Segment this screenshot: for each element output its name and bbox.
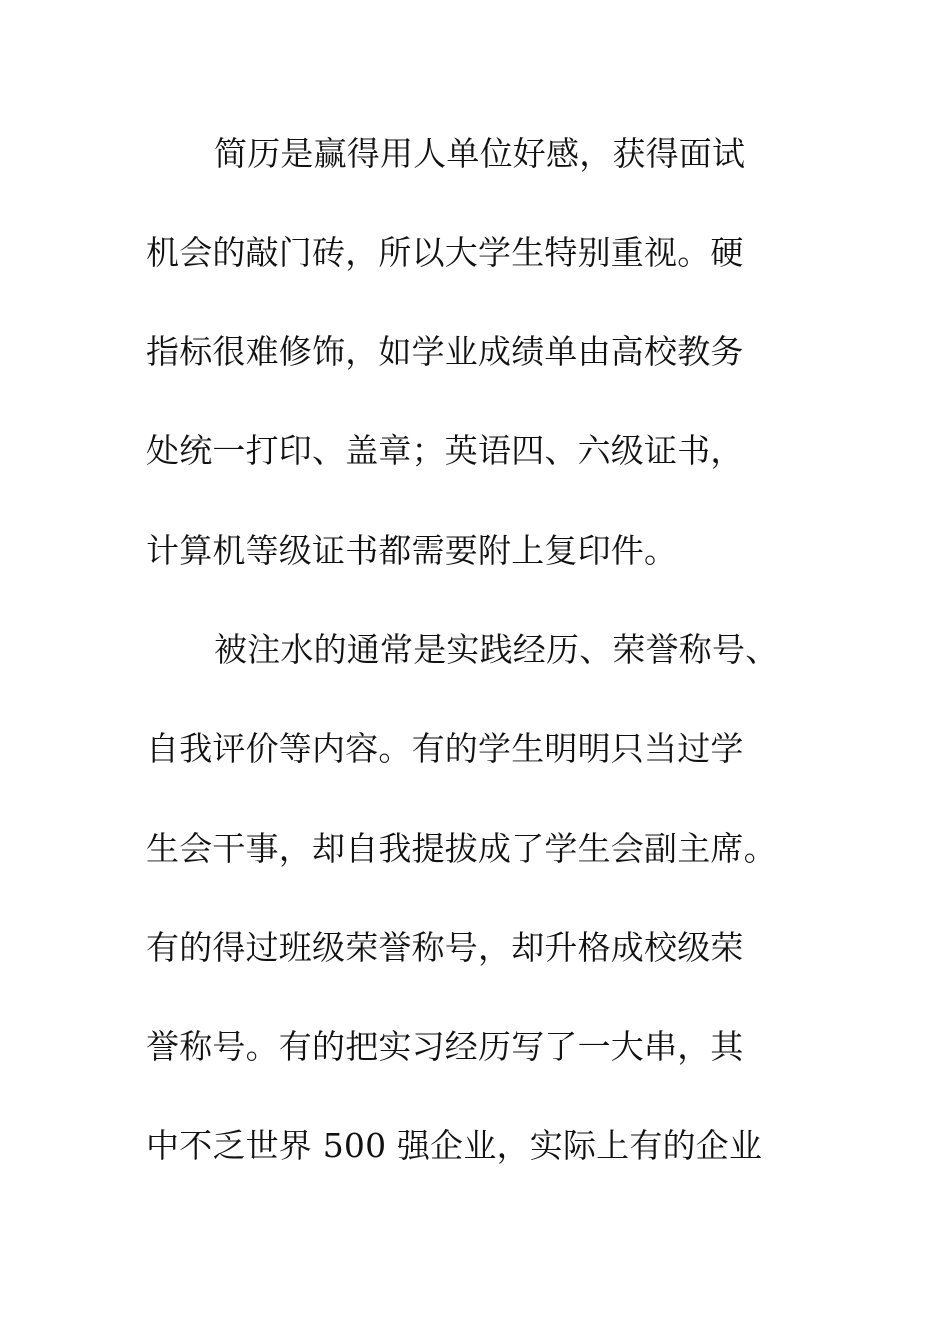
- paragraph-2-line-2: 自我评价等内容。有的学生明明只当过学: [146, 729, 744, 768]
- paragraph-1-line-4: 处统一打印、盖章；英语四、六级证书，: [146, 431, 744, 470]
- paragraph-2-line-3: 生会干事，却自我提拔成了学生会副主席。: [146, 829, 777, 868]
- paragraph-1-line-2: 机会的敲门砖，所以大学生特别重视。硬: [146, 233, 744, 272]
- paragraph-2-line-5: 誉称号。有的把实习经历写了一大串，其: [146, 1027, 744, 1066]
- paragraph-1-line-1: 简历是赢得用人单位好感，获得面试: [214, 134, 746, 173]
- paragraph-2-line-6: 中不乏世界 500 强企业，实际上有的企业: [146, 1126, 763, 1165]
- paragraph-2-line-1: 被注水的通常是实践经历、荣誉称号、: [214, 630, 779, 669]
- paragraph-1-line-5: 计算机等级证书都需要附上复印件。: [146, 531, 678, 570]
- paragraph-2-line-4: 有的得过班级荣誉称号，却升格成校级荣: [146, 928, 744, 967]
- paragraph-1-line-3: 指标很难修饰，如学业成绩单由高校教务: [146, 332, 744, 371]
